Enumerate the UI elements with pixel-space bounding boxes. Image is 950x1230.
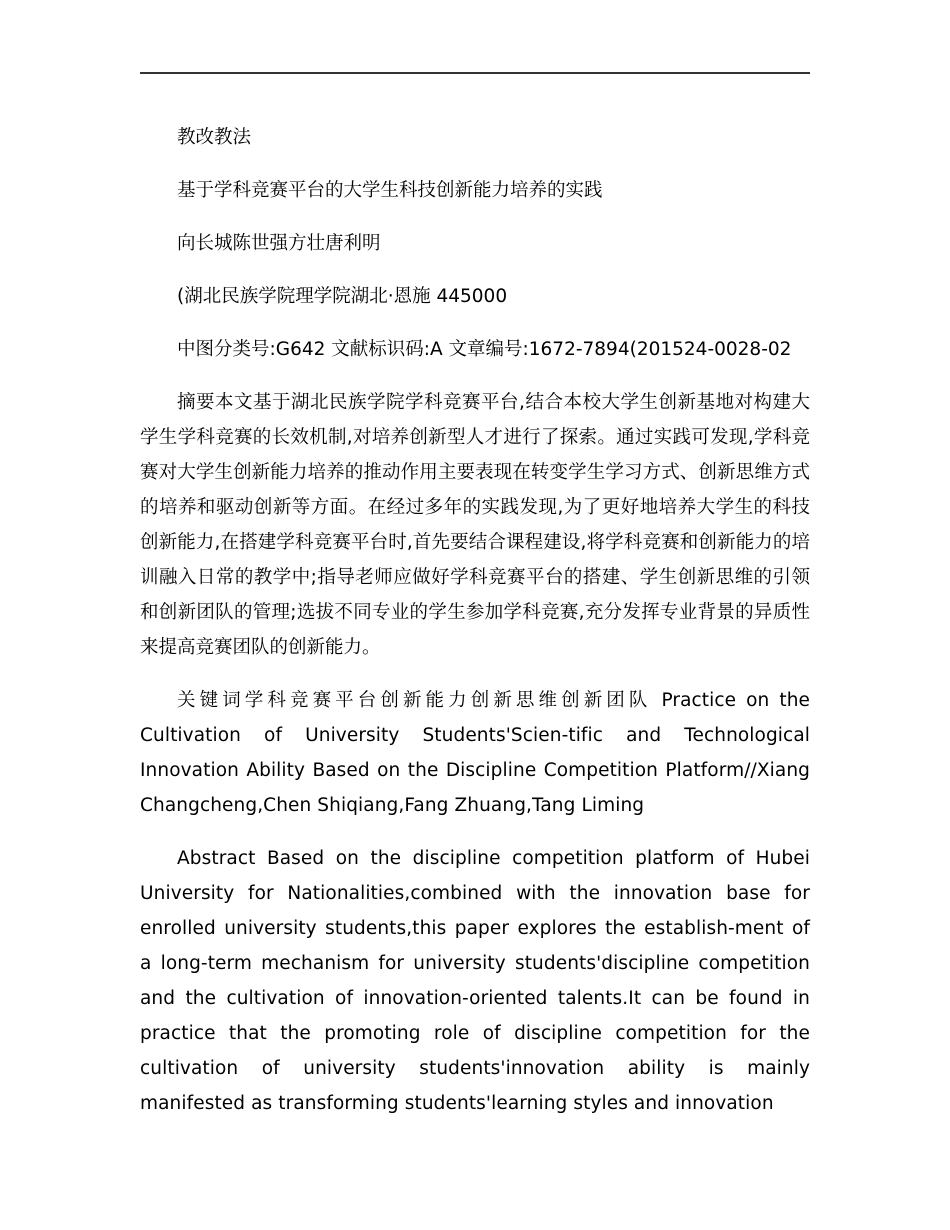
document-body bbox=[140, 120, 810, 1121]
affiliation: (湖北民族学院理学院湖北·恩施 445000 bbox=[177, 286, 508, 307]
abstract-english: Abstract Based on the discipline competition platform of Hubei University for Nationalities,combined with the innovation base for enrolled university students,this paper explores the establish-ment of a long-term mechanism for university students'discipline competition and the cultivation of innovation-oriented talents.It can be found in practice that the promoting role of discipline competition for the cultivation of university students'innovation ability is mainly manifested as transforming students'learning styles and innovation bbox=[140, 848, 810, 1114]
article-title: 基于学科竞赛平台的大学生科技创新能力培养的实践 bbox=[177, 180, 603, 201]
keywords-and-english-title: 关键词学科竞赛平台创新能力创新思维创新团队 Practice on the Cultivation of University Students'Scien-tific and Technological Innovation Ability Based on the Discipline Competition Platform//Xiang Changcheng,Chen Shiqiang,Fang Zhuang,Tang Liming bbox=[140, 690, 810, 816]
authors: 向长城陈世强方壮唐利明 bbox=[177, 233, 381, 254]
section-label: 教改教法 bbox=[177, 127, 252, 148]
abstract-chinese: 摘要本文基于湖北民族学院学科竞赛平台,结合本校大学生创新基地对构建大学生学科竞赛的长效机制,对培养创新型人才进行了探索。通过实践可发现,学科竞赛对大学生创新能力培养的推动作用主要表现在转变学生学习方式、创新思维方式的培养和驱动创新等方面。在经过多年的实践发现,为了更好地培养大学生的科技创新能力,在搭建学科竞赛平台时,首先要结合课程建设,将学科竞赛和创新能力的培训融入日常的教学中;指导老师应做好学科竞赛平台的搭建、学生创新思维的引领和创新团队的管理;选拔不同专业的学生参加学科竞赛,充分发挥专业背景的异质性来提高竞赛团队的创新能力。 bbox=[140, 392, 810, 658]
classification-info: 中图分类号:G642 文献标识码:A 文章编号:1672-7894(201524-0028-02 bbox=[177, 339, 792, 360]
top-rule bbox=[140, 72, 810, 74]
